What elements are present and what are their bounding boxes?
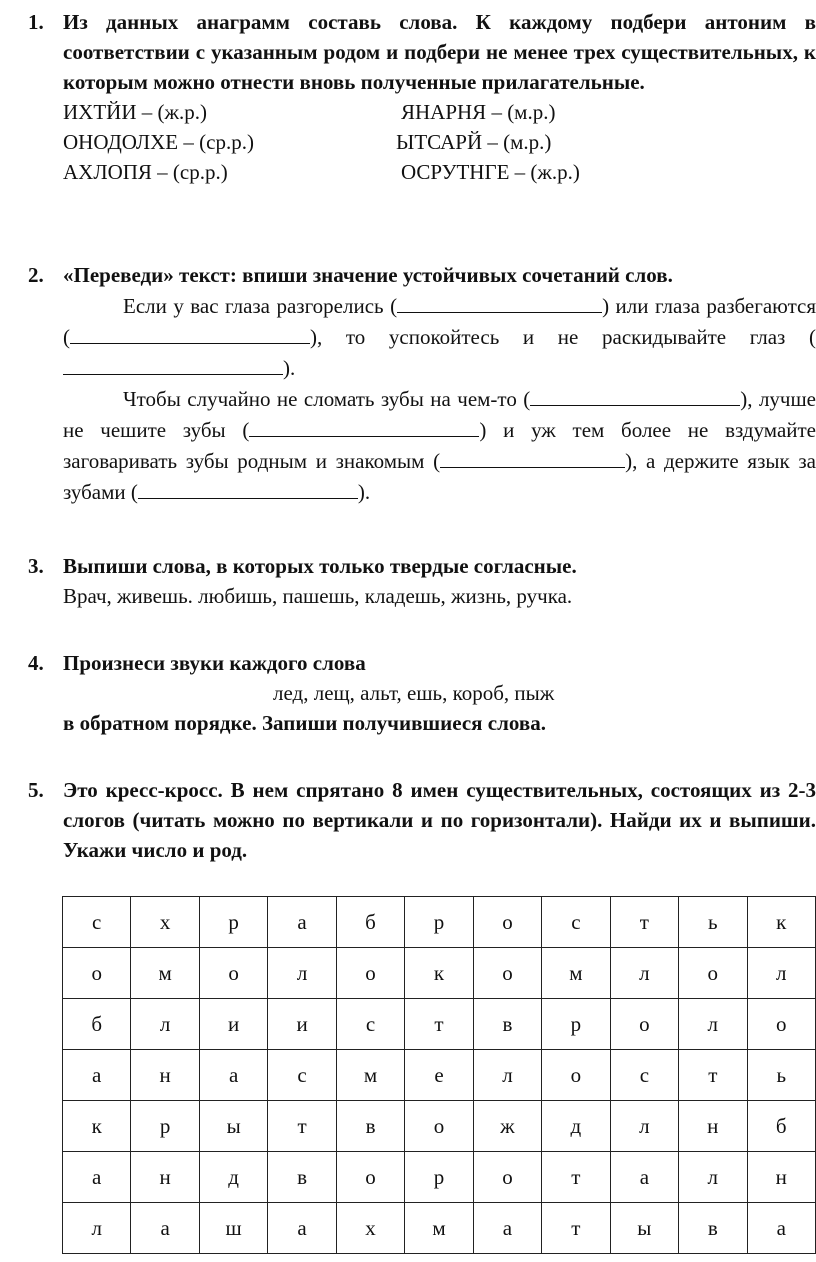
answer-blank[interactable]	[440, 445, 625, 468]
grid-row	[63, 999, 816, 1050]
anagram-row	[63, 127, 816, 157]
grid-cell[interactable]: с	[336, 999, 404, 1050]
grid-cell[interactable]: а	[610, 1152, 678, 1203]
grid-cell[interactable]: в	[336, 1101, 404, 1152]
task-heading: Это кресс-кросс. В нем спрятано 8 имен существительных, состоящих из 2-3 слогов (читать можно по вертикали и по горизонтали). Найди их и выпиши. Укажи число и род.	[63, 778, 816, 862]
grid-cell[interactable]: т	[268, 1101, 336, 1152]
grid-cell[interactable]: в	[679, 1203, 747, 1254]
grid-cell[interactable]: к	[747, 897, 815, 948]
grid-cell[interactable]: к	[405, 948, 473, 999]
grid-cell[interactable]: о	[336, 948, 404, 999]
grid-cell[interactable]: а	[63, 1050, 131, 1101]
grid-cell[interactable]: м	[336, 1050, 404, 1101]
grid-cell[interactable]: р	[131, 1101, 199, 1152]
task-instruction: в обратном порядке. Запиши получившиеся слова.	[63, 711, 546, 735]
grid-cell[interactable]: а	[131, 1203, 199, 1254]
grid-cell[interactable]: а	[199, 1050, 267, 1101]
grid-cell[interactable]: с	[542, 897, 610, 948]
grid-cell[interactable]: о	[747, 999, 815, 1050]
grid-cell[interactable]: л	[679, 999, 747, 1050]
grid-cell[interactable]: б	[336, 897, 404, 948]
task-number: 4.	[28, 651, 44, 675]
grid-cell[interactable]: ы	[610, 1203, 678, 1254]
grid-cell[interactable]: в	[473, 999, 541, 1050]
grid-cell[interactable]: л	[610, 948, 678, 999]
grid-cell[interactable]: к	[63, 1101, 131, 1152]
paragraph-eyes	[63, 290, 816, 383]
grid-cell[interactable]: л	[473, 1050, 541, 1101]
task-3	[28, 551, 816, 611]
grid-cell[interactable]: е	[405, 1050, 473, 1101]
grid-cell[interactable]: о	[679, 948, 747, 999]
word-list: лед, лещ, альт, ешь, короб, пыж	[273, 681, 555, 705]
grid-cell[interactable]: т	[405, 999, 473, 1050]
grid-cell[interactable]: т	[542, 1152, 610, 1203]
paragraph-teeth	[63, 383, 816, 507]
grid-cell[interactable]: т	[542, 1203, 610, 1254]
text-fragment: ), а держите язык за зубами (	[63, 449, 816, 504]
task-5	[28, 775, 816, 865]
text-fragment: ), лучше не чешите зубы (	[63, 387, 816, 442]
grid-cell[interactable]: с	[610, 1050, 678, 1101]
text-fragment: Чтобы случайно не сломать зубы на чем-то (	[123, 387, 531, 411]
grid-cell[interactable]: а	[473, 1203, 541, 1254]
grid-cell[interactable]: н	[131, 1050, 199, 1101]
word-list: Врач, живешь. любишь, пашешь, кладешь, жизнь, ручка.	[63, 584, 573, 608]
anagram-left: ИХТЙИ – (ж.р.)	[63, 100, 207, 124]
task-number: 5.	[28, 778, 44, 802]
answer-blank[interactable]	[530, 383, 740, 406]
task-number: 2.	[28, 263, 44, 287]
answer-blank[interactable]	[138, 476, 358, 499]
text-fragment: ) или глаза разбегаются (	[63, 294, 816, 349]
grid-cell[interactable]: а	[268, 1203, 336, 1254]
grid-cell[interactable]: о	[199, 948, 267, 999]
grid-cell[interactable]: ж	[473, 1101, 541, 1152]
grid-cell[interactable]: л	[610, 1101, 678, 1152]
grid-cell[interactable]: м	[405, 1203, 473, 1254]
anagram-right: ЯНАРНЯ – (м.р.)	[401, 100, 556, 124]
grid-cell[interactable]: о	[336, 1152, 404, 1203]
task-1	[28, 7, 816, 187]
answer-blank[interactable]	[249, 414, 479, 437]
task-number: 3.	[28, 554, 44, 578]
text-fragment: ) и уж тем более не вздумайте заговаривать зубы родным и знакомым (	[63, 418, 816, 473]
grid-cell[interactable]: б	[63, 999, 131, 1050]
grid-cell[interactable]: х	[131, 897, 199, 948]
grid-cell[interactable]: л	[679, 1152, 747, 1203]
text-fragment: ), то успокойтесь и не раскидывайте глаз (	[310, 325, 816, 349]
task-heading: Произнеси звуки каждого слова	[63, 651, 366, 675]
grid-cell[interactable]: ь	[747, 1050, 815, 1101]
grid-cell[interactable]: м	[542, 948, 610, 999]
task-2	[28, 260, 816, 507]
crossword-grid	[62, 896, 816, 1254]
grid-cell[interactable]: т	[610, 897, 678, 948]
grid-cell[interactable]: н	[131, 1152, 199, 1203]
text-fragment: ).	[357, 480, 371, 504]
grid-cell[interactable]: р	[542, 999, 610, 1050]
anagram-row	[63, 97, 816, 127]
grid-cell[interactable]: н	[679, 1101, 747, 1152]
anagram-left: АХЛОПЯ – (ср.р.)	[63, 160, 228, 184]
grid-cell[interactable]: с	[268, 1050, 336, 1101]
answer-blank[interactable]	[70, 321, 310, 344]
grid-cell[interactable]: о	[405, 1101, 473, 1152]
text-fragment: Если у вас глаза разгорелись (	[123, 294, 398, 318]
grid-cell[interactable]: и	[199, 999, 267, 1050]
grid-cell[interactable]: т	[679, 1050, 747, 1101]
grid-row	[63, 948, 816, 999]
grid-cell[interactable]: н	[747, 1152, 815, 1203]
grid-cell[interactable]: р	[405, 1152, 473, 1203]
task-4	[28, 648, 816, 738]
grid-cell[interactable]: о	[63, 948, 131, 999]
grid-cell[interactable]: л	[63, 1203, 131, 1254]
grid-cell[interactable]: о	[473, 1152, 541, 1203]
anagram-right: ЫТСАРЙ – (м.р.)	[396, 130, 552, 154]
grid-cell[interactable]: б	[747, 1101, 815, 1152]
grid-row	[63, 1152, 816, 1203]
grid-cell[interactable]: х	[336, 1203, 404, 1254]
grid-cell[interactable]: д	[542, 1101, 610, 1152]
grid-cell[interactable]: р	[199, 897, 267, 948]
anagram-left: ОНОДОЛХЕ – (ср.р.)	[63, 130, 254, 154]
grid-row	[63, 1101, 816, 1152]
anagram-right: ОСРУТНГЕ – (ж.р.)	[401, 160, 580, 184]
grid-cell[interactable]: ш	[199, 1203, 267, 1254]
grid-row	[63, 1203, 816, 1254]
grid-cell[interactable]: с	[63, 897, 131, 948]
task-number: 1.	[28, 10, 44, 34]
anagram-row	[63, 157, 816, 187]
task-heading: Из данных анаграмм составь слова. К каждому подбери антоним в соответствии с указанным родом и подбери не менее трех существительных, к которым можно отнести вновь полученные прилагательные.	[63, 10, 816, 94]
grid-cell[interactable]: о	[473, 897, 541, 948]
grid-cell[interactable]: м	[131, 948, 199, 999]
answer-blank[interactable]	[397, 290, 602, 313]
grid-cell[interactable]: л	[747, 948, 815, 999]
grid-cell[interactable]: а	[268, 897, 336, 948]
grid-cell[interactable]: а	[63, 1152, 131, 1203]
grid-cell[interactable]: о	[473, 948, 541, 999]
grid-cell[interactable]: о	[542, 1050, 610, 1101]
grid-cell[interactable]: а	[747, 1203, 815, 1254]
task-heading: «Переведи» текст: впиши значение устойчивых сочетаний слов.	[63, 263, 673, 287]
grid-cell[interactable]: в	[268, 1152, 336, 1203]
grid-cell[interactable]: р	[405, 897, 473, 948]
task-heading: Выпиши слова, в которых только твердые согласные.	[63, 554, 577, 578]
grid-cell[interactable]: о	[610, 999, 678, 1050]
grid-cell[interactable]: л	[131, 999, 199, 1050]
grid-cell[interactable]: д	[199, 1152, 267, 1203]
grid-cell[interactable]: и	[268, 999, 336, 1050]
grid-cell[interactable]: л	[268, 948, 336, 999]
grid-cell[interactable]: ь	[679, 897, 747, 948]
grid-cell[interactable]: ы	[199, 1101, 267, 1152]
grid-row	[63, 897, 816, 948]
text-fragment: ).	[283, 356, 296, 380]
answer-blank[interactable]	[63, 352, 283, 375]
grid-row	[63, 1050, 816, 1101]
